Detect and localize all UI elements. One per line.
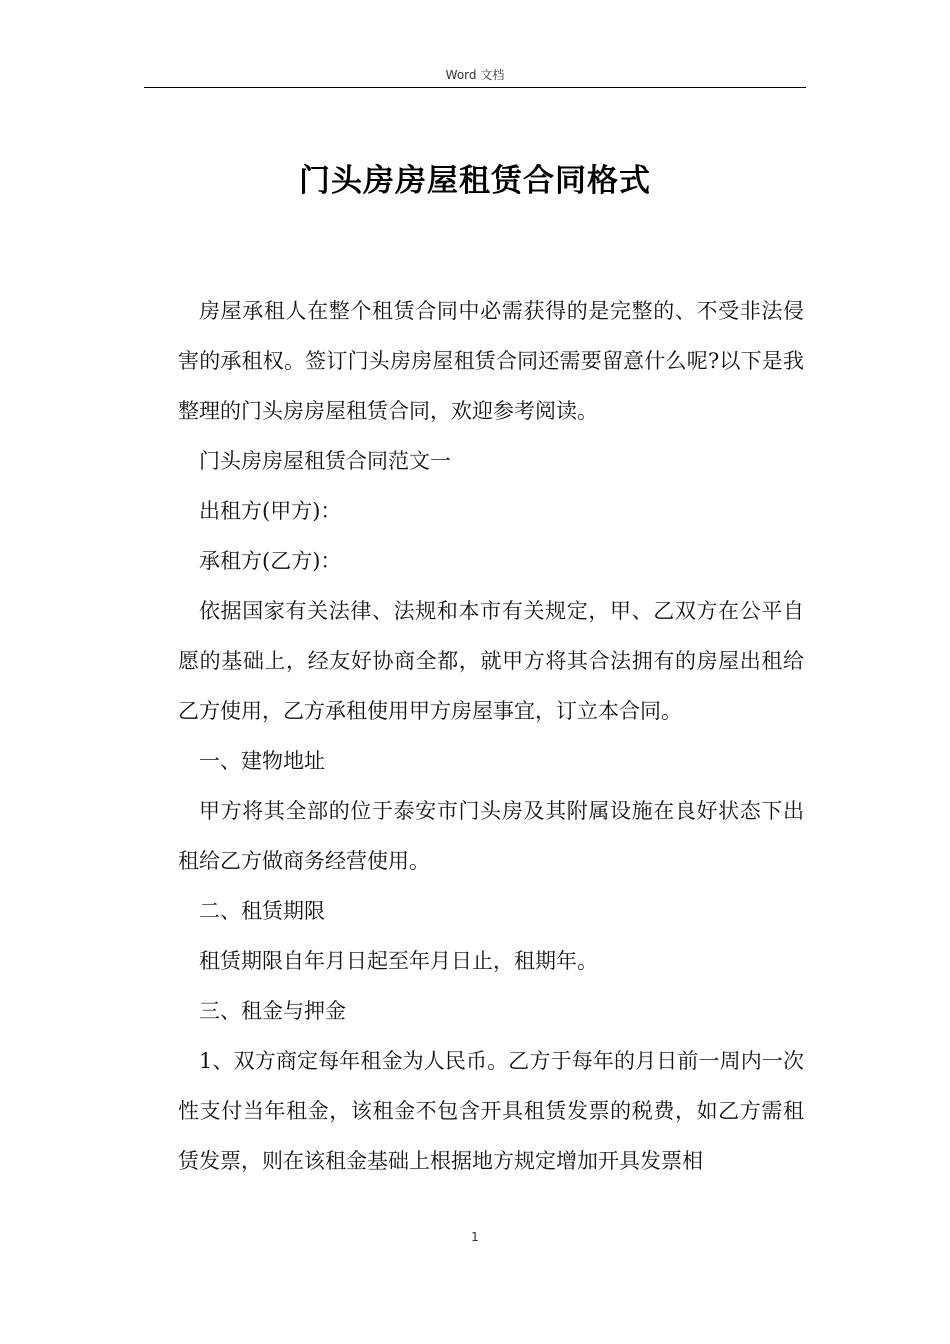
- paragraph-rent-1: 1、双方商定每年租金为人民币。乙方于每年的月日前一周内一次性支付当年租金，该租金不包含开具租赁发票的税费，如乙方需租赁发票，则在该租金基础上根据地方规定增加开具发票相: [178, 1049, 804, 1173]
- section-heading-rent: 三、租金与押金: [199, 999, 346, 1023]
- paragraph-term: 租赁期限自年月日起至年月日止，租期年。: [199, 949, 598, 973]
- paragraph-sample-heading: 门头房房屋租赁合同范文一: [199, 449, 451, 473]
- document-header-label: Word 文档: [445, 68, 505, 82]
- header-divider: [144, 87, 806, 88]
- paragraph-lessor: 出租方(甲方)：: [199, 499, 342, 523]
- section-heading-address: 一、建物地址: [199, 749, 325, 773]
- paragraph-intro: 房屋承租人在整个租赁合同中必需获得的是完整的、不受非法侵害的承租权。签订门头房房屋租赁合同还需要留意什么呢?以下是我整理的门头房房屋租赁合同，欢迎参考阅读。: [178, 299, 804, 423]
- document-body: [178, 286, 804, 1186]
- paragraph-lessee: 承租方(乙方)：: [199, 549, 342, 573]
- paragraph-address: 甲方将其全部的位于泰安市门头房及其附属设施在良好状态下出租给乙方做商务经营使用。: [178, 799, 804, 873]
- section-heading-term: 二、租赁期限: [199, 899, 325, 923]
- document-title: 门头房房屋租赁合同格式: [299, 163, 651, 199]
- page-number: 1: [471, 1230, 479, 1244]
- paragraph-preamble: 依据国家有关法律、法规和本市有关规定，甲、乙双方在公平自愿的基础上，经友好协商全都，就甲方将其合法拥有的房屋出租给乙方使用，乙方承租使用甲方房屋事宜，订立本合同。: [178, 599, 804, 723]
